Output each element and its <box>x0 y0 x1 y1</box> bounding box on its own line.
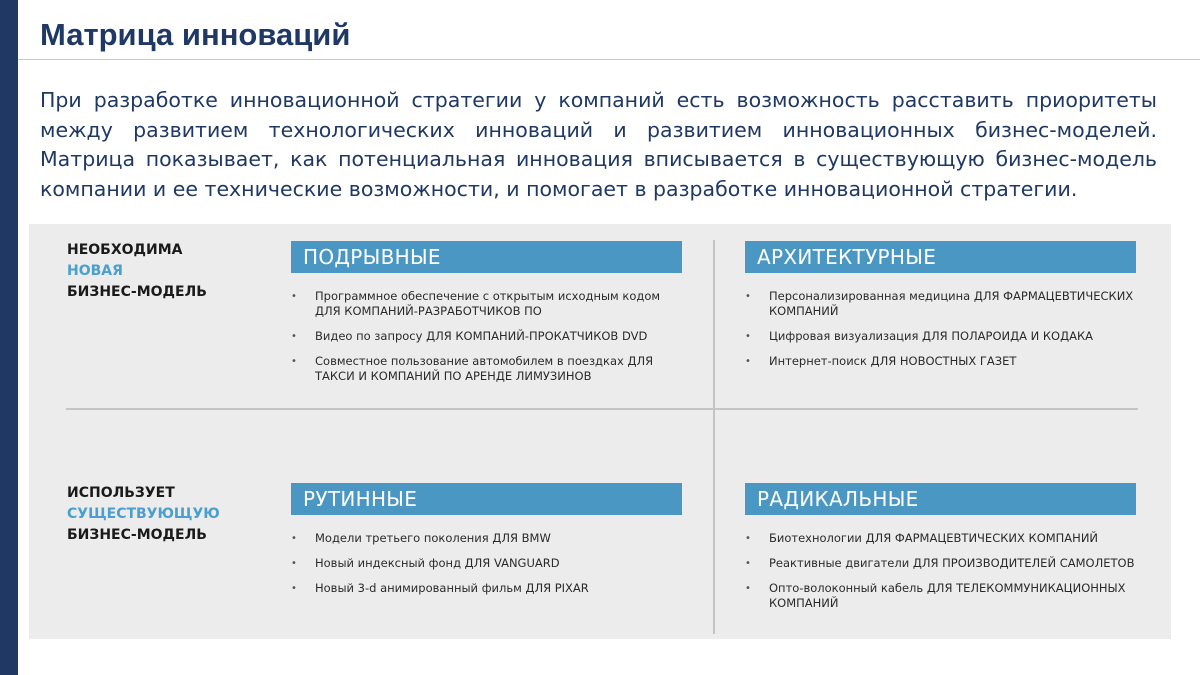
slide-accent-bar <box>0 0 18 675</box>
quadrant-header: ПОДРЫВНЫЕ <box>291 241 682 273</box>
innovation-matrix <box>29 224 1171 639</box>
list-item: • Интернет-поиск ДЛЯ НОВОСТНЫХ ГАЗЕТ <box>745 354 1136 369</box>
quadrant-architectural <box>745 241 1136 379</box>
quadrant-routine <box>291 483 682 606</box>
row-label-existing-model <box>67 483 277 546</box>
list-item: • Видео по запросу ДЛЯ КОМПАНИЙ-ПРОКАТЧИКОВ DVD <box>291 329 682 344</box>
row-label-line: НЕОБХОДИМА <box>67 242 183 258</box>
row-label-accent: НОВАЯ <box>67 263 123 279</box>
list-item: • Совместное пользование автомобилем в поездках ДЛЯ ТАКСИ И КОМПАНИЙ ПО АРЕНДЕ ЛИМУЗИНОВ <box>291 354 682 384</box>
quadrant-list <box>745 289 1136 369</box>
quadrant-header: РУТИННЫЕ <box>291 483 682 515</box>
quadrant-radical <box>745 483 1136 621</box>
quadrant-header: АРХИТЕКТУРНЫЕ <box>745 241 1136 273</box>
title-divider <box>18 59 1200 60</box>
matrix-vertical-divider <box>713 240 715 634</box>
list-item: • Биотехнологии ДЛЯ ФАРМАЦЕВТИЧЕСКИХ КОМПАНИЙ <box>745 531 1136 546</box>
row-label-accent: СУЩЕСТВУЮЩУЮ <box>67 506 220 522</box>
list-item: • Цифровая визуализация ДЛЯ ПОЛАРОИДА И КОДАКА <box>745 329 1136 344</box>
list-item: • Новый индексный фонд ДЛЯ VANGUARD <box>291 556 682 571</box>
row-label-line: ИСПОЛЬЗУЕТ <box>67 485 175 501</box>
intro-paragraph: При разработке инновационной стратегии у компаний есть возможность расставить приоритеты между развитием технологических инноваций и развитием инновационных бизнес-моделей. Матрица показывает, как потенциальная инновация вписывается в существующую бизнес-модель компании и ее технические возможности, и помогает в разработке инновационной стратегии. <box>40 88 1157 201</box>
quadrant-header: РАДИКАЛЬНЫЕ <box>745 483 1136 515</box>
quadrant-list <box>291 289 682 384</box>
row-label-line: БИЗНЕС-МОДЕЛЬ <box>67 527 207 543</box>
list-item: • Персонализированная медицина ДЛЯ ФАРМАЦЕВТИЧЕСКИХ КОМПАНИЙ <box>745 289 1136 319</box>
quadrant-list <box>745 531 1136 611</box>
list-item: • Программное обеспечение с открытым исходным кодом ДЛЯ КОМПАНИЙ-РАЗРАБОТЧИКОВ ПО <box>291 289 682 319</box>
row-label-line: БИЗНЕС-МОДЕЛЬ <box>67 284 207 300</box>
list-item: • Новый 3-d анимированный фильм ДЛЯ PIXAR <box>291 581 682 596</box>
quadrant-list <box>291 531 682 596</box>
slide-title: Матрица инноваций <box>40 17 351 52</box>
matrix-horizontal-divider <box>66 408 1138 410</box>
list-item: • Модели третьего поколения ДЛЯ BMW <box>291 531 682 546</box>
row-label-new-model <box>67 240 277 303</box>
list-item: • Опто-волоконный кабель ДЛЯ ТЕЛЕКОММУНИКАЦИОННЫХ КОМПАНИЙ <box>745 581 1136 611</box>
quadrant-disruptive <box>291 241 682 394</box>
list-item: • Реактивные двигатели ДЛЯ ПРОИЗВОДИТЕЛЕЙ САМОЛЕТОВ <box>745 556 1136 571</box>
